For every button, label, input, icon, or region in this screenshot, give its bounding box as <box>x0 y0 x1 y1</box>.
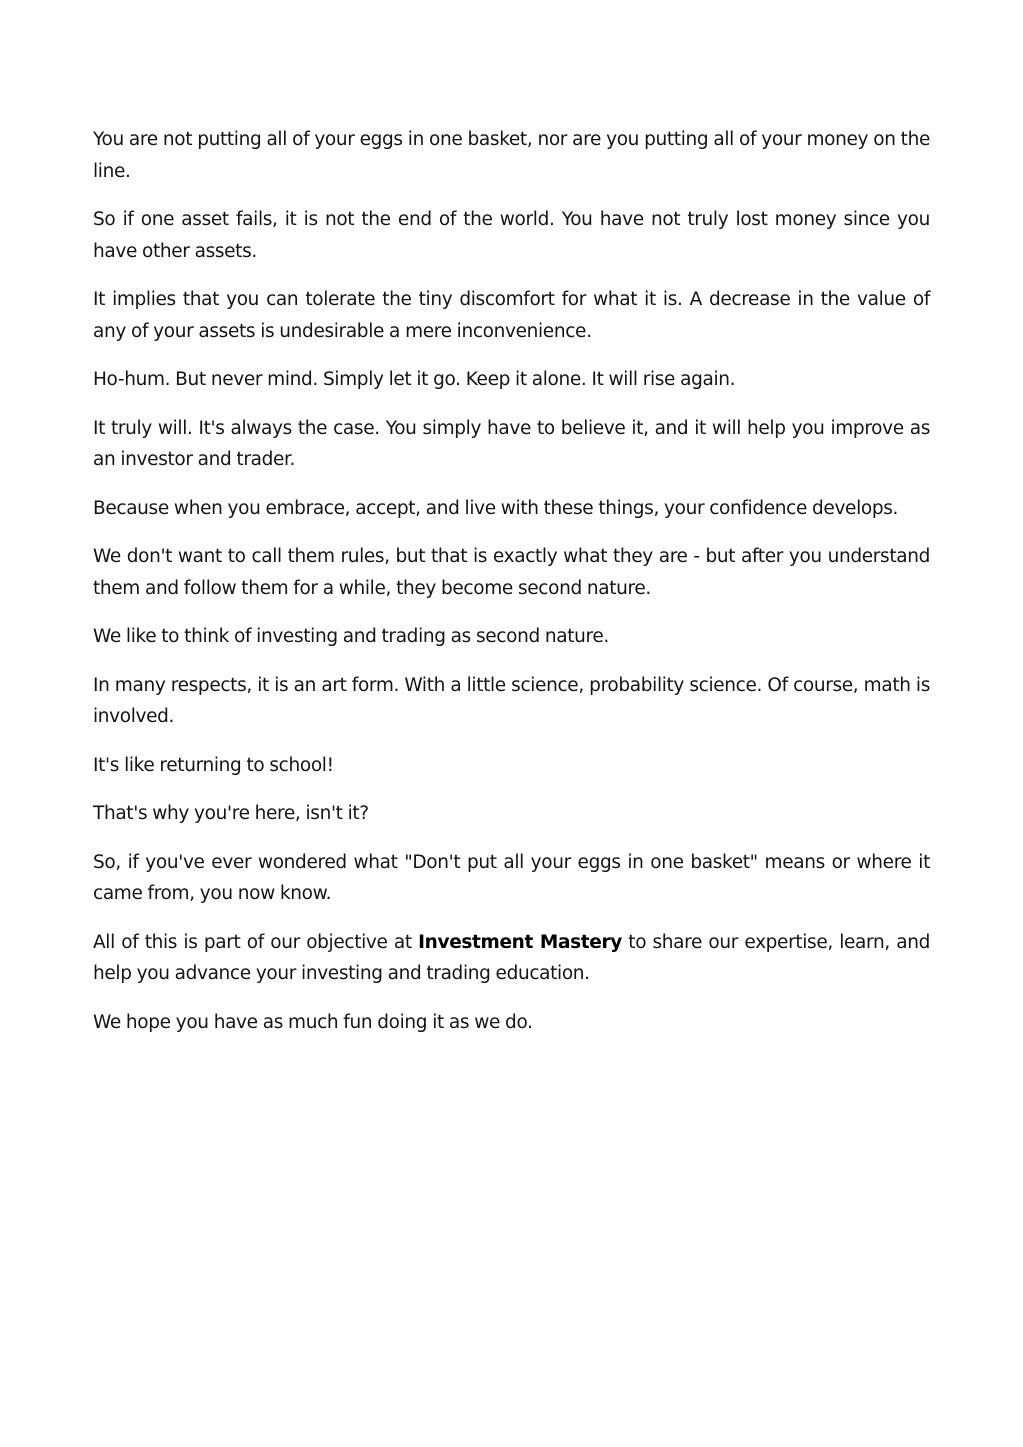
paragraph-truly-will: It truly will. It's always the case. You simply have to believe it, and it will help you improve as an investor and trader. <box>93 417 930 470</box>
investment-mastery-name: Investment Mastery <box>418 931 622 953</box>
objective-text-after: to share our expertise, learn, and help you advance your investing and trading education. <box>93 931 930 984</box>
paragraph-tolerate-discomfort: It implies that you can tolerate the tiny discomfort for what it is. A decrease in the value of any of your assets is undesirable a mere inconvenience. <box>93 289 930 342</box>
paragraph-objective <box>93 927 930 990</box>
paragraph-eggs-basket: You are not putting all of your eggs in one basket, nor are you putting all of your money on the line. <box>93 129 930 182</box>
objective-text-before: All of this is part of our objective at <box>93 931 419 953</box>
paragraph-confidence: Because when you embrace, accept, and live with these things, your confidence develops. <box>93 497 899 519</box>
paragraph-second-nature: We like to think of investing and trading as second nature. <box>93 626 609 647</box>
paragraph-why-here: That's why you're here, isn't it? <box>93 803 369 824</box>
paragraph-ho-hum: Ho-hum. But never mind. Simply let it go. Keep it alone. It will rise again. <box>93 369 736 390</box>
paragraph-art-form: In many respects, it is an art form. With a little science, probability science. Of course, math is involved. <box>93 674 930 727</box>
document-body <box>93 124 930 1055</box>
paragraph-school: It's like returning to school! <box>93 754 334 776</box>
paragraph-closing: We hope you have as much fun doing it as we do. <box>93 1011 533 1033</box>
paragraph-rules: We don't want to call them rules, but that is exactly what they are - but after you understand them and follow them for a while, they become second nature. <box>93 546 930 599</box>
paragraph-wondered: So, if you've ever wondered what "Don't put all your eggs in one basket" means or where it came from, you now know. <box>93 851 930 904</box>
paragraph-asset-fails: So if one asset fails, it is not the end of the world. You have not truly lost money since you have other assets. <box>93 209 930 262</box>
